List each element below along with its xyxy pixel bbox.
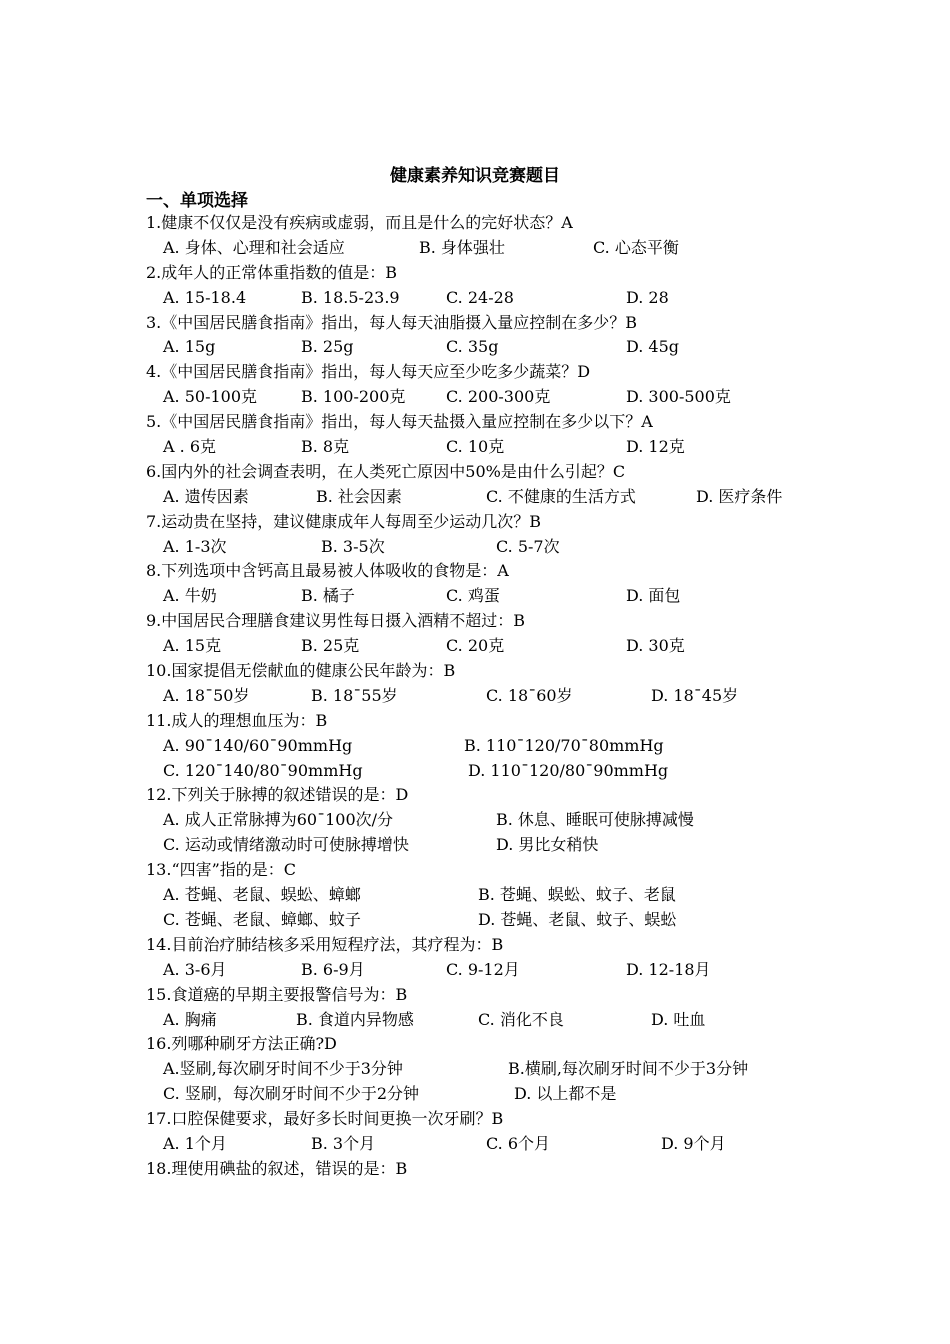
answer-option: B. 18.5-23.9 xyxy=(301,287,400,307)
question-text: 17.口腔保健要求，最好多长时间更换一次牙刷？B xyxy=(146,1109,504,1129)
answer-option: A. 15克 xyxy=(163,636,222,656)
answer-option: A. 苍蝇、老鼠、蜈蚣、蟑螂 xyxy=(163,885,361,905)
answer-option: A. 成人正常脉搏为60¯100次/分 xyxy=(163,810,394,830)
answer-option: D. 苍蝇、老鼠、蚊子、蜈蚣 xyxy=(478,909,677,929)
question-text: 8.下列选项中含钙高且最易被人体吸收的食物是：A xyxy=(146,561,509,581)
answer-option: B. 3-5次 xyxy=(321,536,385,556)
section-heading: 一、单项选择 xyxy=(146,191,248,211)
answer-option: B. 身体强壮 xyxy=(419,237,505,257)
answer-option: A. 胸痛 xyxy=(163,1009,217,1029)
answer-option: D. 医疗条件 xyxy=(696,486,783,506)
options-row xyxy=(146,1132,826,1157)
answer-option: C. 心态平衡 xyxy=(593,237,679,257)
answer-option: B. 100-200克 xyxy=(301,387,406,407)
question-text: 16.列哪种刷牙方法正确?D xyxy=(146,1034,337,1054)
question-text: 18.理使用碘盐的叙述，错误的是：B xyxy=(146,1158,408,1178)
question-text: 11.成人的理想血压为：B xyxy=(146,710,328,730)
options-row xyxy=(146,435,826,460)
answer-option: A. 18¯50岁 xyxy=(163,685,250,705)
answer-option: C. 10克 xyxy=(446,437,505,457)
answer-option: A. 遗传因素 xyxy=(163,486,249,506)
question-text: 2.成年人的正常体重指数的值是：B xyxy=(146,262,398,282)
options-row xyxy=(146,335,826,360)
options-row xyxy=(146,958,826,983)
answer-option: B. 6-9月 xyxy=(301,959,365,979)
answer-option: B. 8克 xyxy=(301,437,350,457)
question-text: 14.目前治疗肺结核多采用短程疗法，其疗程为：B xyxy=(146,934,504,954)
answer-option: D. 18¯45岁 xyxy=(651,685,739,705)
question-text: 12.下列关于脉搏的叙述错误的是：D xyxy=(146,785,409,805)
answer-option: A. 50-100克 xyxy=(163,387,258,407)
options-row xyxy=(146,908,826,933)
answer-option: C. 120¯140/80¯90mmHg xyxy=(163,760,363,780)
answer-option: C. 不健康的生活方式 xyxy=(486,486,636,506)
answer-option: C. 运动或情绪激动时可使脉搏增快 xyxy=(163,835,409,855)
answer-option: A. 15-18.4 xyxy=(163,287,247,307)
answer-option: A. 1-3次 xyxy=(163,536,227,556)
answer-option: C. 鸡蛋 xyxy=(446,586,500,606)
answer-option: A. 牛奶 xyxy=(163,586,217,606)
answer-option: B. 25g xyxy=(301,337,354,357)
question-text: 15.食道癌的早期主要报警信号为：B xyxy=(146,984,408,1004)
answer-option: D. 45g xyxy=(626,337,680,357)
options-row xyxy=(146,634,826,659)
options-row xyxy=(146,883,826,908)
answer-option: D. 28 xyxy=(626,287,669,307)
answer-option: A. 3-6月 xyxy=(163,959,227,979)
options-row xyxy=(146,286,826,311)
answer-option: B.横刷,每次刷牙时间不少于3分钟 xyxy=(508,1059,749,1079)
answer-option: A . 6克 xyxy=(163,437,216,457)
answer-option: B. 橘子 xyxy=(301,586,355,606)
question-text: 3.《中国居民膳食指南》指出，每人每天油脂摄入量应控制在多少？B xyxy=(146,312,638,332)
options-row xyxy=(146,1008,826,1033)
question-list xyxy=(146,211,826,1182)
options-row xyxy=(146,385,826,410)
answer-option: D. 110¯120/80¯90mmHg xyxy=(468,760,669,780)
options-row xyxy=(146,236,826,261)
answer-option: B. 3个月 xyxy=(311,1133,376,1153)
answer-option: C. 竖刷，每次刷牙时间不少于2分钟 xyxy=(163,1084,420,1104)
answer-option: C. 35g xyxy=(446,337,499,357)
answer-option: C. 24-28 xyxy=(446,287,514,307)
answer-option: B. 110¯120/70¯80mmHg xyxy=(464,735,664,755)
answer-option: A. 身体、心理和社会适应 xyxy=(163,237,345,257)
options-row xyxy=(146,485,826,510)
answer-option: C. 20克 xyxy=(446,636,505,656)
answer-option: C. 消化不良 xyxy=(478,1009,564,1029)
options-row xyxy=(146,684,826,709)
options-row xyxy=(146,584,826,609)
answer-option: A. 90¯140/60¯90mmHg xyxy=(163,735,353,755)
answer-option: D. 吐血 xyxy=(651,1009,706,1029)
answer-option: D. 12克 xyxy=(626,437,685,457)
answer-option: C. 9-12月 xyxy=(446,959,520,979)
question-text: 6.国内外的社会调查表明，在人类死亡原因中50%是由什么引起？C xyxy=(146,461,626,481)
answer-option: B. 18¯55岁 xyxy=(311,685,398,705)
answer-option: A.竖刷,每次刷牙时间不少于3分钟 xyxy=(163,1059,403,1079)
question-text: 4.《中国居民膳食指南》指出，每人每天应至少吃多少蔬菜？D xyxy=(146,362,591,382)
answer-option: C. 5-7次 xyxy=(496,536,560,556)
options-row xyxy=(146,759,826,784)
answer-option: B. 苍蝇、蜈蚣、蚊子、老鼠 xyxy=(478,885,676,905)
answer-option: D. 以上都不是 xyxy=(514,1084,617,1104)
answer-option: C. 6个月 xyxy=(486,1133,551,1153)
document-title: 健康素养知识竞赛题目 xyxy=(390,166,560,186)
answer-option: B. 食道内异物感 xyxy=(296,1009,414,1029)
answer-option: D. 300-500克 xyxy=(626,387,731,407)
answer-option: D. 面包 xyxy=(626,586,681,606)
options-row xyxy=(146,808,826,833)
question-text: 5.《中国居民膳食指南》指出，每人每天盐摄入量应控制在多少以下？A xyxy=(146,412,653,432)
answer-option: A. 1个月 xyxy=(163,1133,227,1153)
options-row xyxy=(146,1082,826,1107)
answer-option: B. 休息、睡眠可使脉搏减慢 xyxy=(496,810,694,830)
options-row xyxy=(146,535,826,560)
answer-option: D. 9个月 xyxy=(661,1133,726,1153)
answer-option: D. 12-18月 xyxy=(626,959,711,979)
answer-option: B. 25克 xyxy=(301,636,360,656)
options-row xyxy=(146,734,826,759)
options-row xyxy=(146,1057,826,1082)
answer-option: C. 200-300克 xyxy=(446,387,551,407)
answer-option: D. 30克 xyxy=(626,636,685,656)
options-row xyxy=(146,833,826,858)
question-text: 9.中国居民合理膳食建议男性每日摄入酒精不超过：B xyxy=(146,611,526,631)
answer-option: A. 15g xyxy=(163,337,216,357)
answer-option: B. 社会因素 xyxy=(316,486,402,506)
answer-option: D. 男比女稍快 xyxy=(496,835,599,855)
answer-option: C. 18¯60岁 xyxy=(486,685,573,705)
question-text: 7.运动贵在坚持，建议健康成年人每周至少运动几次？B xyxy=(146,511,542,531)
question-text: 10.国家提倡无偿献血的健康公民年龄为：B xyxy=(146,661,456,681)
answer-option: C. 苍蝇、老鼠、蟑螂、蚊子 xyxy=(163,909,361,929)
question-text: 1.健康不仅仅是没有疾病或虚弱，而且是什么的完好状态？A xyxy=(146,213,573,232)
question-text: 13.“四害”指的是：C xyxy=(146,860,297,880)
